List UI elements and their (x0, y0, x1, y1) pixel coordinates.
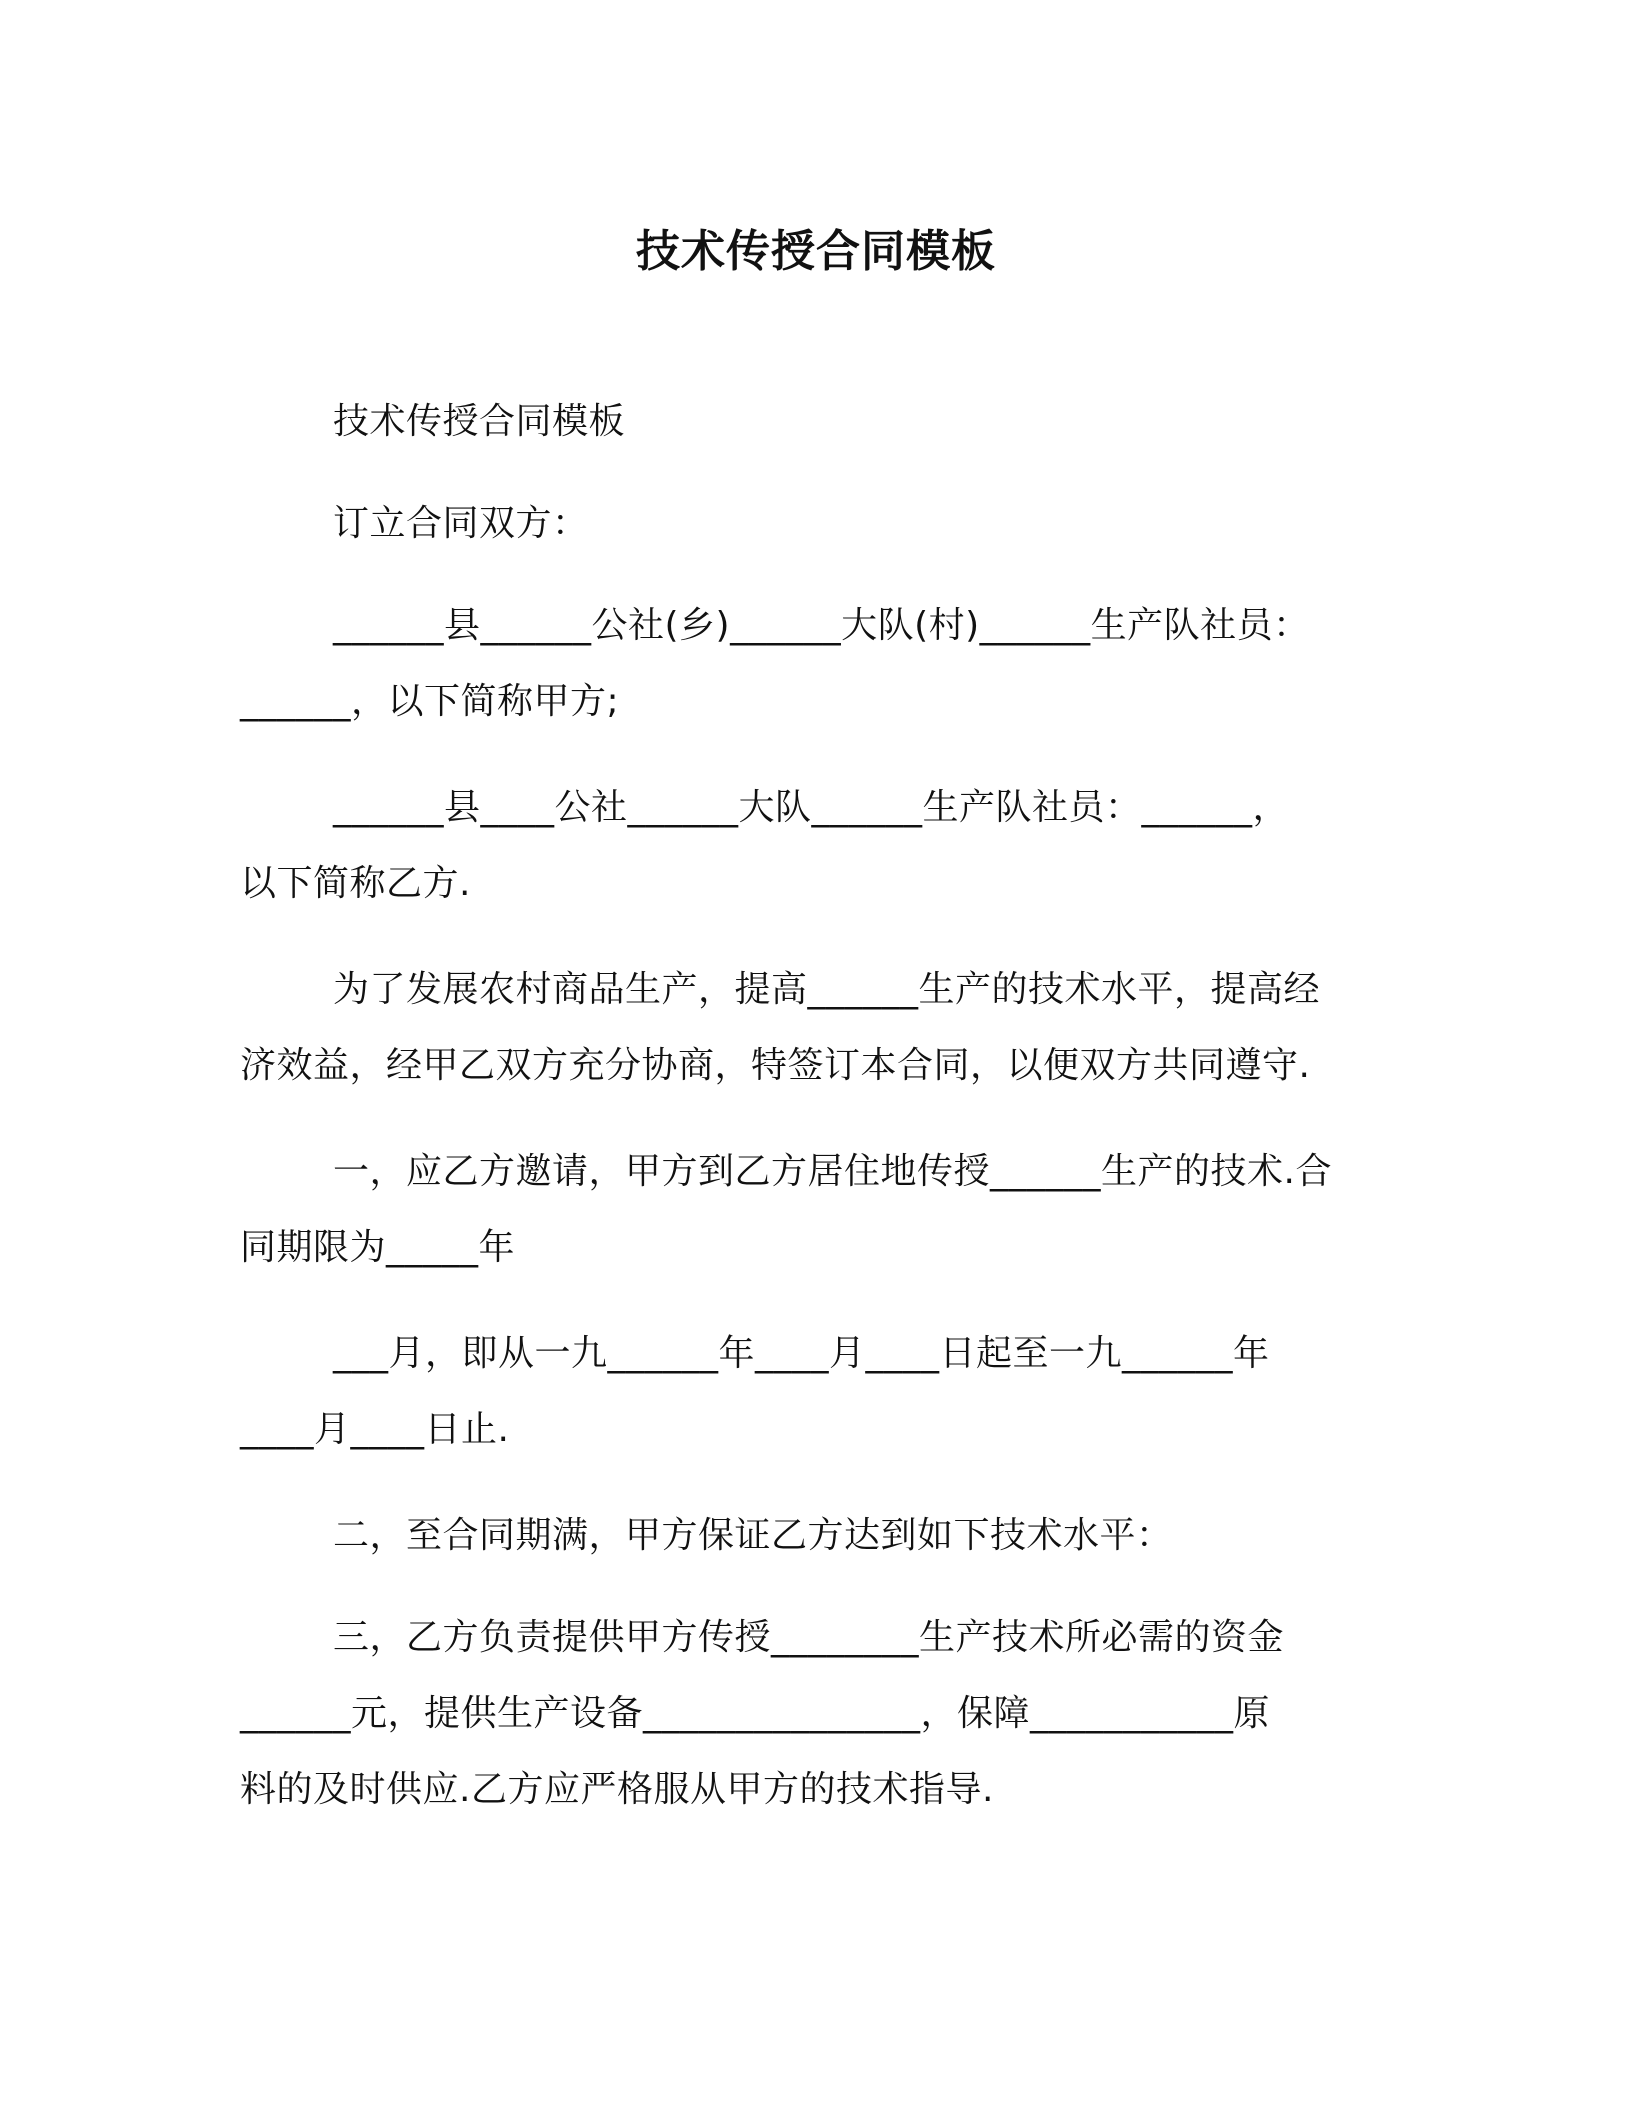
party-a-line-1: ______县______公社(乡)______大队(村)______生产队社员： (333, 605, 1310, 646)
clause-2-line: 二，至合同期满，甲方保证乙方达到如下技术水平： (333, 1515, 1173, 1556)
clause-1-date-line-1: ___月，即从一九______年____月____日起至一九______年 (333, 1333, 1270, 1374)
clause-1-date-line-2: ____月____日止. (240, 1409, 510, 1450)
clause-1-line-1: 一，应乙方邀请，甲方到乙方居住地传授______生产的技术.合 (333, 1151, 1332, 1192)
clause-3-line-2: ______元，提供生产设备_______________，保障___________原 (240, 1693, 1271, 1734)
clause-1-line-2: 同期限为_____年 (240, 1227, 516, 1268)
purpose-line-1: 为了发展农村商品生产，提高______生产的技术水平，提高经 (333, 969, 1321, 1010)
party-b-line-2: 以下简称乙方. (240, 863, 471, 904)
purpose-line-2: 济效益，经甲乙双方充分协商，特签订本合同，以便双方共同遵守. (240, 1045, 1311, 1086)
clause-3-line-1: 三，乙方负责提供甲方传授________生产技术所必需的资金 (333, 1617, 1285, 1658)
parties-heading: 订立合同双方： (333, 503, 589, 544)
document-title: 技术传授合同模板 (636, 226, 996, 277)
clause-3-line-3: 料的及时供应.乙方应严格服从甲方的技术指导. (240, 1769, 994, 1810)
party-a-line-2: ______，以下简称甲方; (240, 681, 620, 722)
subtitle-line: 技术传授合同模板 (333, 401, 626, 442)
party-b-line-1: ______县____公社______大队______生产队社员：______， (333, 787, 1290, 828)
